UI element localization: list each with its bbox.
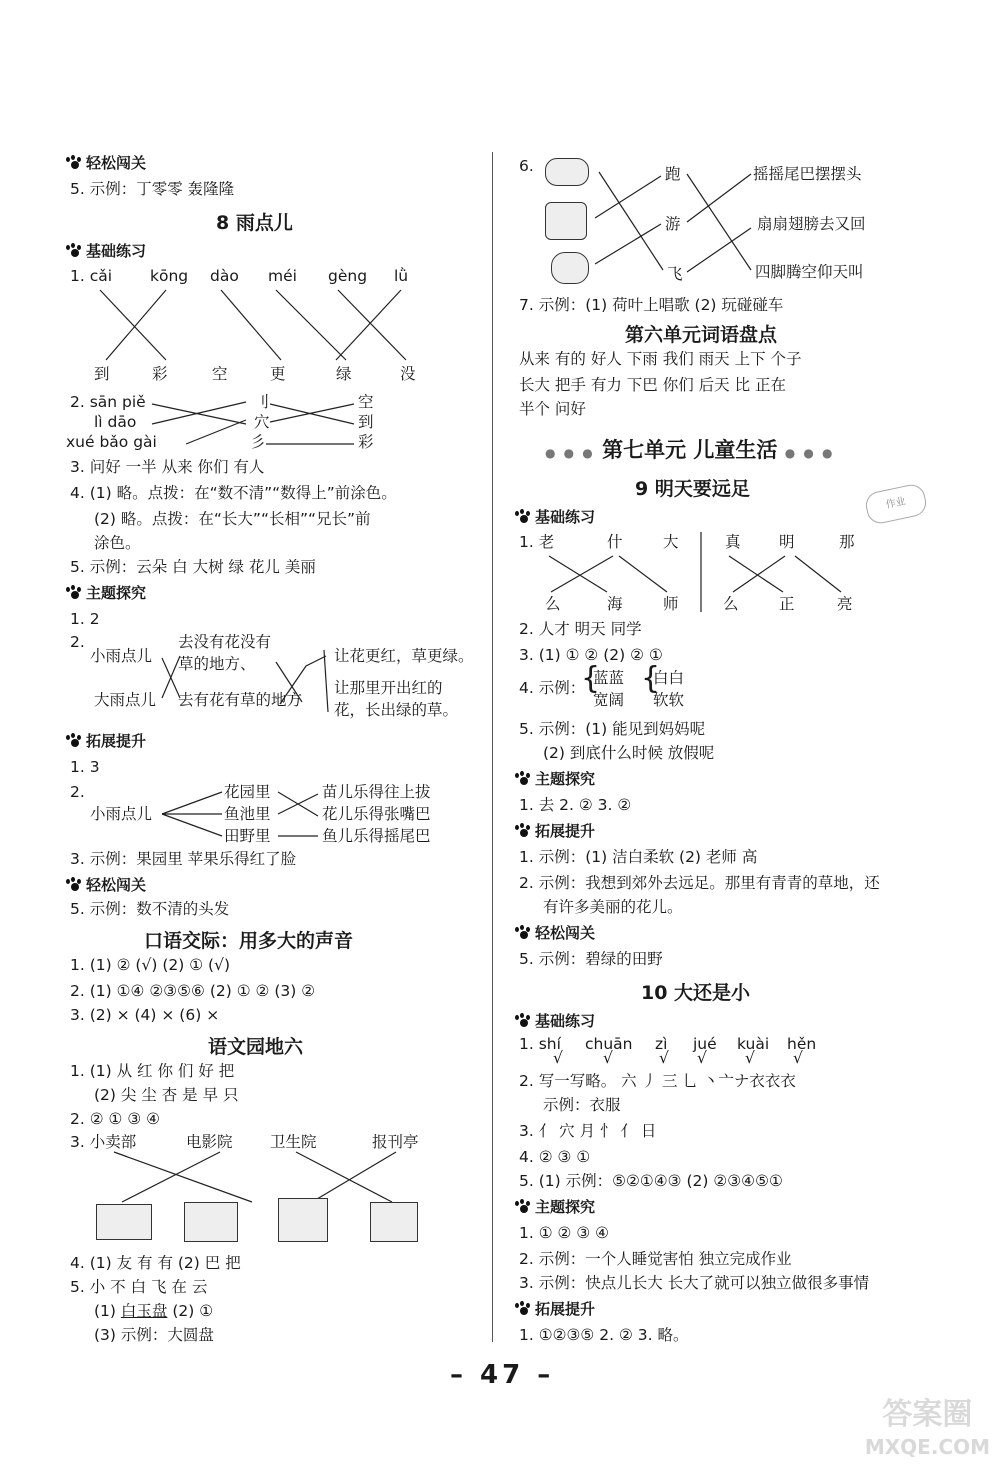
answer-line: 1. ①②③⑤ 2. ② 3. 略。 xyxy=(519,1326,689,1344)
unit-title: ● ● ● 第七单元 儿童生活 ● ● ● xyxy=(545,438,835,462)
word: 白白 xyxy=(653,669,685,687)
answer-line: 3. 示例：快点儿长大 长大了就可以独立做很多事情 xyxy=(519,1274,870,1292)
place-label: 电影院 xyxy=(186,1133,233,1151)
check-mark: √ xyxy=(697,1049,707,1067)
check-mark: √ xyxy=(793,1049,803,1067)
brace: { xyxy=(581,661,601,696)
char: 那 xyxy=(839,533,855,551)
section-heading: 轻松闯关 xyxy=(66,874,146,896)
page-number: – 47 – xyxy=(450,1360,555,1390)
match-mid: 田野里 xyxy=(224,827,271,845)
char: 大 xyxy=(663,533,679,551)
pinyin: hěn xyxy=(787,1035,817,1053)
verb: 飞 xyxy=(667,265,683,283)
answer-line: (2) 尖 尘 杏 是 早 只 xyxy=(94,1086,239,1104)
place-label: 卫生院 xyxy=(270,1133,317,1151)
match-mid: 花园里 xyxy=(224,783,271,801)
answer-line: 1. 3 xyxy=(70,758,100,776)
pinyin: méi xyxy=(268,267,297,285)
answer-line: 2. 示例：一个人睡觉害怕 独立完成作业 xyxy=(519,1250,792,1268)
paw-icon xyxy=(515,1013,532,1027)
answer-line: 1. (1) ② (√) (2) ① (√) xyxy=(70,956,230,974)
paw-icon xyxy=(515,823,532,837)
char: 更 xyxy=(270,365,286,383)
pinyin: kuài xyxy=(737,1035,770,1053)
lesson-title: 9 明天要远足 xyxy=(635,478,750,500)
match-mid: 鱼池里 xyxy=(224,805,271,823)
match-left: 大雨点儿 xyxy=(94,691,157,709)
answer-line: 5. 示例：数不清的头发 xyxy=(70,900,230,918)
watermark-logo: 答案圈 MXQE.COM xyxy=(864,1397,990,1459)
lesson-title: 8 雨点儿 xyxy=(216,212,293,234)
pinyin: 1. shí xyxy=(519,1035,561,1053)
radical: 彡 xyxy=(250,433,266,451)
char: 彩 xyxy=(152,365,168,383)
check-mark: √ xyxy=(745,1049,755,1067)
place-label: 报刊亭 xyxy=(372,1133,419,1151)
answer-line: 7. 示例：(1) 荷叶上唱歌 (2) 玩碰碰车 xyxy=(519,296,784,314)
pinyin: lǜ xyxy=(394,267,409,285)
section-heading: 拓展提升 xyxy=(66,730,146,752)
char: 空 xyxy=(212,365,228,383)
char: 空 xyxy=(358,393,374,411)
answer-line: 3. 问好 一半 从来 你们 有人 xyxy=(70,458,265,476)
word-list: 从来 有的 好人 下雨 我们 雨天 上下 个子 xyxy=(519,350,802,368)
char: 么 xyxy=(545,595,561,613)
radical: 刂 xyxy=(254,393,270,411)
answer-line: (1) 白玉盘 (2) ① xyxy=(94,1302,214,1320)
paw-icon xyxy=(515,771,532,785)
match-right: 苗儿乐得往上拔 xyxy=(322,783,431,801)
lesson-title: 口语交际：用多大的声音 xyxy=(144,930,354,952)
clinic-picture xyxy=(278,1198,328,1242)
match-left: 小雨点儿 xyxy=(90,805,153,823)
cinema-picture xyxy=(184,1202,238,1242)
char: 海 xyxy=(607,595,623,613)
check-mark: √ xyxy=(659,1049,669,1067)
section-heading: 拓展提升 xyxy=(515,820,595,842)
answer-line: 4. ② ③ ① xyxy=(519,1148,591,1166)
answer-line: 5. 小 不 白 飞 在 云 xyxy=(70,1278,208,1296)
pinyin: xué bǎo gài xyxy=(66,433,157,451)
section-heading: 主题探究 xyxy=(515,1196,595,1218)
answer-line: 2. (1) ①④ ②③⑤⑥ (2) ① ② (3) ② xyxy=(70,982,316,1000)
char: 真 xyxy=(725,533,741,551)
paw-icon xyxy=(515,1301,532,1315)
answer-line: 2. 人才 明天 同学 xyxy=(519,620,642,638)
pinyin: 2. sān piě xyxy=(70,393,146,411)
char: 亮 xyxy=(837,595,853,613)
answer-line: 2. ② ① ③ ④ xyxy=(70,1110,161,1128)
word-list: 半个 问好 xyxy=(519,400,586,418)
match-mid: 去有花有草的地方 xyxy=(178,691,303,709)
section-heading: 基础练习 xyxy=(515,506,595,528)
phrase: 摇摇尾巴摆摆头 xyxy=(753,165,862,183)
lesson-title: 10 大还是小 xyxy=(641,982,751,1004)
shop-picture xyxy=(96,1204,152,1240)
answer-line: 4. (1) 略。点拨：在“数不清”“数得上”前涂色。 xyxy=(70,484,397,502)
match-right: 花儿乐得张嘴巴 xyxy=(322,805,431,823)
char: 正 xyxy=(779,595,795,613)
homework-stamp: 作业 xyxy=(863,482,928,526)
section-heading: 基础练习 xyxy=(66,240,146,262)
place-label: 3. 小卖部 xyxy=(70,1133,137,1151)
match-right: 让那里开出红的 xyxy=(334,679,443,697)
answer-line: 3. (2) × (4) × (6) × xyxy=(70,1006,220,1024)
char: 明 xyxy=(779,533,795,551)
char: 么 xyxy=(723,595,739,613)
section-heading: 轻松闯关 xyxy=(66,152,146,174)
word: 蓝蓝 xyxy=(593,669,625,687)
answer-line: 3. 亻 穴 月 忄 亻 日 xyxy=(519,1122,657,1140)
char: 没 xyxy=(400,365,416,383)
match-mid: 草的地方、 xyxy=(178,655,256,673)
section-title: 第六单元词语盘点 xyxy=(625,324,778,346)
answer-line: 示例：衣服 xyxy=(543,1096,621,1114)
answer-line: 3. 示例：果园里 苹果乐得红了脸 xyxy=(70,850,297,868)
answer-line: 有许多美丽的花儿。 xyxy=(543,898,683,916)
section-heading: 主题探究 xyxy=(515,768,595,790)
check-mark: √ xyxy=(603,1049,613,1067)
answer-line: 1. 示例：(1) 洁白柔软 (2) 老师 高 xyxy=(519,848,758,866)
char: 什 xyxy=(607,533,623,551)
phrase: 四脚腾空仰天叫 xyxy=(755,263,864,281)
word: 软软 xyxy=(653,691,685,709)
char: 到 xyxy=(94,365,110,383)
answer-line: 1. 2 xyxy=(70,610,100,628)
answer-line: 2. 示例：我想到郊外去远足。那里有青青的草地，还 xyxy=(519,874,880,892)
answer-line: 3. (1) ① ② (2) ② ① xyxy=(519,646,663,664)
answer-line: (3) 示例：大圆盘 xyxy=(94,1326,214,1344)
match-right: 鱼儿乐得摇尾巴 xyxy=(322,827,431,845)
lesson-title: 语文园地六 xyxy=(208,1036,304,1058)
answer-line: 1. (1) 从 红 你 们 好 把 xyxy=(70,1062,235,1080)
answer-line: 5. 示例：丁零零 轰隆隆 xyxy=(70,180,235,198)
answer-line: 2. 写一写略。 六 丿 三 乚 丶亠ナ衣衣衣 xyxy=(519,1072,796,1090)
question-number: 2. xyxy=(70,783,85,801)
newsstand-picture xyxy=(370,1202,418,1242)
answer-line: 4. 示例： xyxy=(519,679,586,697)
match-right: 让花更红，草更绿。 xyxy=(334,647,474,665)
match-mid: 去没有花没有 xyxy=(178,633,272,651)
match-left: 小雨点儿 xyxy=(90,647,153,665)
verb: 跑 xyxy=(665,165,681,183)
pinyin: lì dāo xyxy=(94,413,137,431)
pinyin: jué xyxy=(693,1035,717,1053)
pinyin: kōng xyxy=(150,267,189,285)
brace: { xyxy=(641,661,661,696)
section-heading: 主题探究 xyxy=(66,582,146,604)
word: 宽阔 xyxy=(593,691,625,709)
word-list: 长大 把手 有力 下巴 你们 后天 比 正在 xyxy=(519,376,786,394)
char: 彩 xyxy=(358,433,374,451)
pinyin: chuān xyxy=(585,1035,633,1053)
answer-line: 4. (1) 友 有 有 (2) 巴 把 xyxy=(70,1254,241,1272)
answer-line: 1. ① ② ③ ④ xyxy=(519,1224,610,1242)
answer-line: (2) 到底什么时候 放假呢 xyxy=(543,744,715,762)
match-right: 花，长出绿的草。 xyxy=(334,701,459,719)
section-heading: 轻松闯关 xyxy=(515,922,595,944)
paw-icon xyxy=(515,1199,532,1213)
radical: 穴 xyxy=(254,413,270,431)
pinyin: zì xyxy=(655,1035,668,1053)
char: 绿 xyxy=(336,365,352,383)
verb: 游 xyxy=(665,215,681,233)
section-heading: 拓展提升 xyxy=(515,1298,595,1320)
pinyin: 1. cǎi xyxy=(70,267,113,285)
question-number: 6. xyxy=(519,157,534,175)
matching-lines xyxy=(515,152,935,622)
answer-line: 1. 去 2. ② 3. ② xyxy=(519,796,632,814)
section-heading: 基础练习 xyxy=(515,1010,595,1032)
answer-line: 涂色。 xyxy=(94,534,141,552)
pinyin: gèng xyxy=(328,267,368,285)
paw-icon xyxy=(515,925,532,939)
column-divider xyxy=(492,152,493,1342)
phrase: 扇扇翅膀去又回 xyxy=(757,215,866,233)
check-mark: √ xyxy=(553,1049,563,1067)
answer-line: 5. 示例：碧绿的田野 xyxy=(519,950,663,968)
answer-line: 5. 示例：(1) 能见到妈妈呢 xyxy=(519,720,706,738)
char: 师 xyxy=(663,595,679,613)
question-number: 2. xyxy=(70,633,85,651)
char: 1. 老 xyxy=(519,533,555,551)
answer-line: 5. 示例：云朵 白 大树 绿 花儿 美丽 xyxy=(70,558,316,576)
answer-line: (2) 略。点拨：在“长大”“长相”“兄长”前 xyxy=(94,510,371,528)
char: 到 xyxy=(358,413,374,431)
answer-line: 5. (1) 示例：⑤②①④③ (2) ②③④⑤① xyxy=(519,1172,783,1190)
pinyin: dào xyxy=(210,267,239,285)
matching-lines xyxy=(66,152,476,1212)
